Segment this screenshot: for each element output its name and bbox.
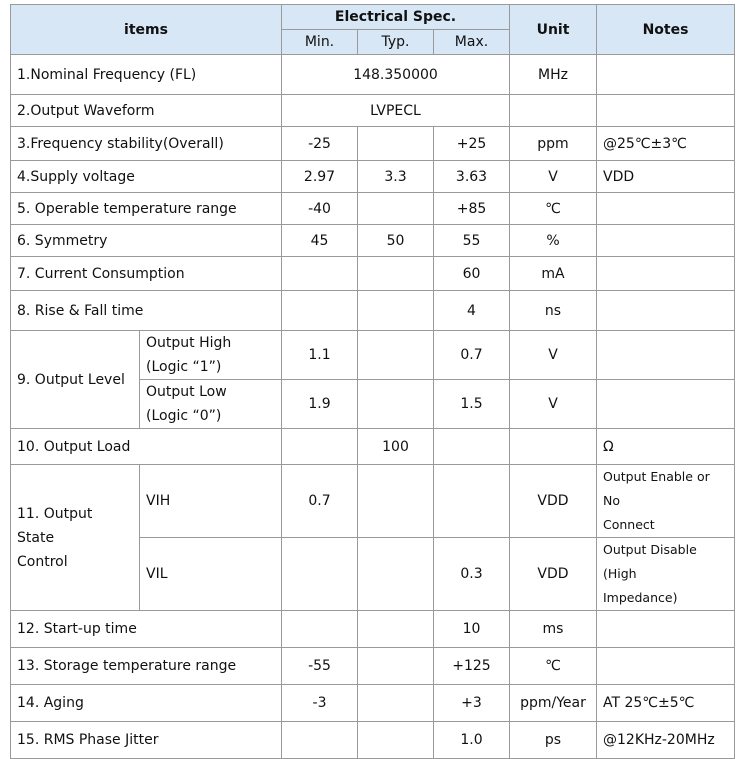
sub-label-output-high [140,331,282,380]
cell-unit: ppm/Year [510,685,597,722]
cell-typ [358,648,434,685]
cell-max: +25 [434,127,510,161]
table-row [11,331,735,380]
table-row [11,685,735,722]
cell-min [282,538,358,611]
cell-unit: ℃ [510,193,597,225]
table-row [11,429,735,465]
cell-notes [597,225,735,257]
cell-typ: 50 [358,225,434,257]
cell-min [282,429,358,465]
row-label: 1.Nominal Frequency (FL) [11,55,282,95]
table-row [11,648,735,685]
sub-label-output-low [140,380,282,429]
cell-unit: V [510,161,597,193]
table-row [11,291,735,331]
cell-notes [597,55,735,95]
header-notes: Notes [597,5,735,55]
cell-notes [597,538,735,611]
header-typ: Typ. [358,30,434,55]
cell-min: 1.1 [282,331,358,380]
cell-notes [597,193,735,225]
cell-max: 0.3 [434,538,510,611]
table-row [11,193,735,225]
header-items: items [11,5,282,55]
table-row [11,95,735,127]
row-label: 4.Supply voltage [11,161,282,193]
cell-typ [358,611,434,648]
cell-notes [597,291,735,331]
header-electrical-spec: Electrical Spec. [282,5,510,30]
cell-typ [358,291,434,331]
cell-unit: VDD [510,538,597,611]
table-row [11,465,735,538]
cell-min: 0.7 [282,465,358,538]
row-label: 8. Rise & Fall time [11,291,282,331]
cell-max: +3 [434,685,510,722]
cell-notes [597,95,735,127]
cell-min [282,722,358,759]
cell-typ [358,722,434,759]
cell-notes [597,465,735,538]
cell-unit: % [510,225,597,257]
cell-notes [597,257,735,291]
cell-max: 0.7 [434,331,510,380]
cell-typ [358,331,434,380]
sub-label-vih: VIH [140,465,282,538]
row-label: 14. Aging [11,685,282,722]
cell-max: +125 [434,648,510,685]
row-label: 3.Frequency stability(Overall) [11,127,282,161]
cell-max [434,465,510,538]
notes-line: Output Disable (High [603,542,697,581]
row-label: 7. Current Consumption [11,257,282,291]
row-label: 6. Symmetry [11,225,282,257]
cell-unit: VDD [510,465,597,538]
cell-min [282,257,358,291]
table-row [11,257,735,291]
cell-typ [358,465,434,538]
cell-min: -25 [282,127,358,161]
cell-max: 10 [434,611,510,648]
cell-max [434,429,510,465]
row-label-line: 11. Output State [17,505,93,546]
cell-notes: Ω [597,429,735,465]
cell-max: 60 [434,257,510,291]
table-row [11,161,735,193]
cell-notes [597,648,735,685]
cell-notes: @12KHz-20MHz [597,722,735,759]
cell-min [282,611,358,648]
table-row [11,611,735,648]
cell-typ [358,127,434,161]
cell-unit: V [510,380,597,429]
cell-typ [358,193,434,225]
notes-line: Output Enable or No [603,469,710,508]
cell-unit: MHz [510,55,597,95]
cell-notes [597,380,735,429]
cell-unit: ps [510,722,597,759]
row-label: 13. Storage temperature range [11,648,282,685]
cell-unit [510,429,597,465]
header-max: Max. [434,30,510,55]
header-min: Min. [282,30,358,55]
cell-min: -55 [282,648,358,685]
header-unit: Unit [510,5,597,55]
row-label [11,465,140,611]
cell-min: -3 [282,685,358,722]
cell-typ [358,685,434,722]
cell-unit: mA [510,257,597,291]
cell-max: +85 [434,193,510,225]
cell-unit: ppm [510,127,597,161]
cell-max: 1.0 [434,722,510,759]
cell-max: 3.63 [434,161,510,193]
cell-typ [358,257,434,291]
cell-unit: ℃ [510,648,597,685]
cell-unit [510,95,597,127]
sub-label-line: Output Low [146,384,227,400]
cell-typ [358,538,434,611]
row-label-line: Control [17,553,68,570]
row-label: 9. Output Level [11,331,140,429]
sub-label-line: (Logic “0”) [146,408,222,424]
cell-notes: VDD [597,161,735,193]
cell-unit: ns [510,291,597,331]
notes-line: Impedance) [603,590,678,605]
cell-unit: ms [510,611,597,648]
table-row [11,722,735,759]
cell-unit: V [510,331,597,380]
cell-notes: @25℃±3℃ [597,127,735,161]
cell-min: 2.97 [282,161,358,193]
cell-max: 4 [434,291,510,331]
cell-typ: 3.3 [358,161,434,193]
cell-min [282,291,358,331]
cell-notes: AT 25℃±5℃ [597,685,735,722]
cell-min: 45 [282,225,358,257]
cell-min: 1.9 [282,380,358,429]
row-label: 5. Operable temperature range [11,193,282,225]
table-row [11,225,735,257]
spec-table [10,4,735,759]
table-row [11,127,735,161]
sub-label-line: Output High [146,335,232,351]
row-label: 10. Output Load [11,429,282,465]
notes-line: Connect [603,517,655,532]
cell-notes [597,611,735,648]
cell-notes [597,331,735,380]
table-row [11,55,735,95]
cell-min: -40 [282,193,358,225]
row-label: 2.Output Waveform [11,95,282,127]
cell-typ: 100 [358,429,434,465]
cell-max: 55 [434,225,510,257]
row-label: 12. Start-up time [11,611,282,648]
cell-max: 1.5 [434,380,510,429]
row-label: 15. RMS Phase Jitter [11,722,282,759]
sub-label-vil: VIL [140,538,282,611]
cell-value: LVPECL [282,95,510,127]
sub-label-line: (Logic “1”) [146,359,222,375]
cell-value: 148.350000 [282,55,510,95]
cell-typ [358,380,434,429]
